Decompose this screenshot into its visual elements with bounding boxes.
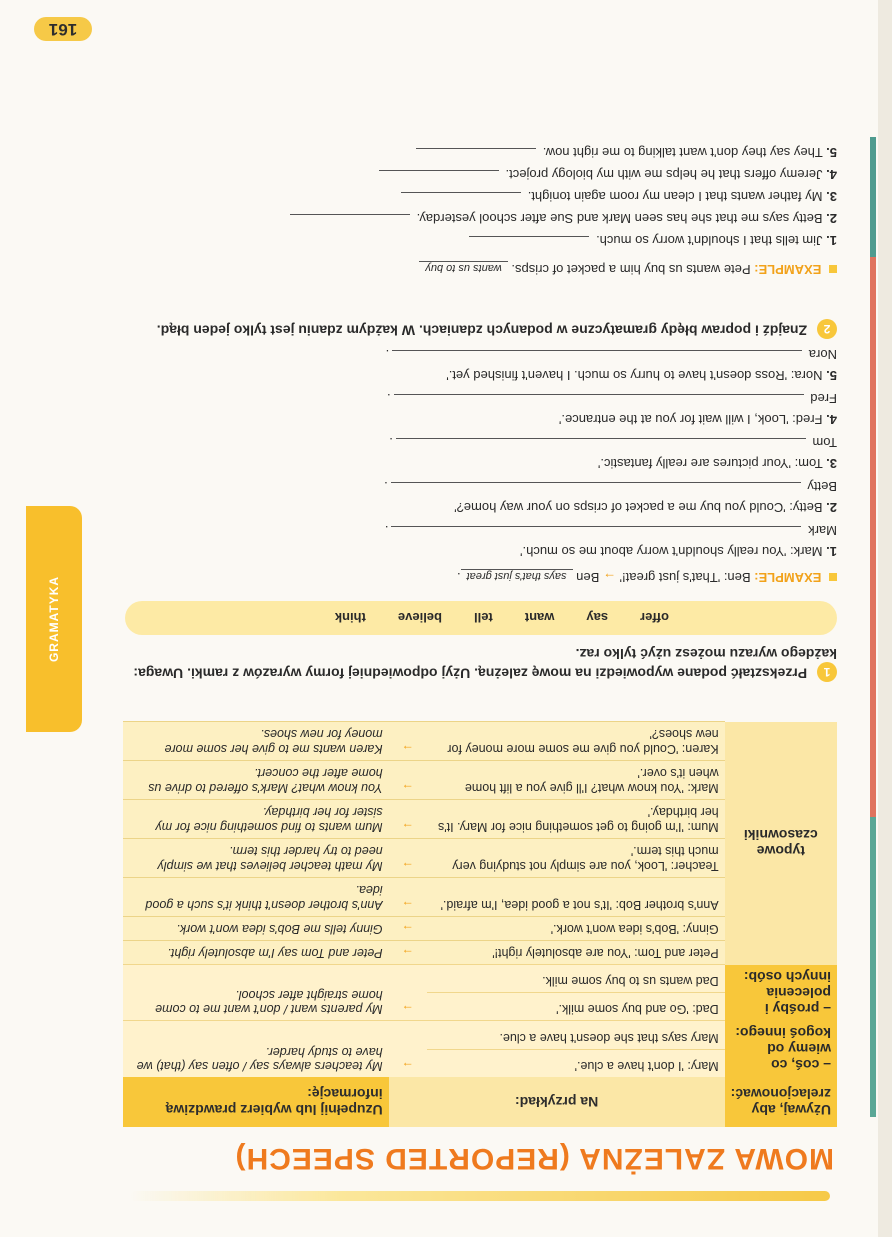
arrow-icon: → [602, 570, 616, 585]
exercise-2-title [125, 319, 837, 339]
exercise-1-answer[interactable]: Nora . [385, 347, 837, 362]
exercise-1-answer[interactable]: Mark . [384, 523, 837, 538]
page-title: MOWA ZALEŻNA (REPORTED SPEECH) [234, 1142, 834, 1175]
table-row: Mary says that she doesn't have a clue. [427, 1021, 725, 1049]
exercise-2-item[interactable]: 2. Betty says me that she has seen Mark and Sue after school yesterday. [287, 211, 837, 227]
table-row: My math teacher believes that we simply need to try harder this term. [123, 839, 389, 878]
example-source: Ben: 'That's just great!' [619, 570, 751, 585]
page-number: 161 [34, 17, 92, 41]
table-row: Dad wants us to buy some milk. [427, 965, 725, 993]
exercise-1-answer[interactable]: Betty . [384, 479, 837, 494]
edge-bar-teal [870, 137, 876, 257]
arrow-icon: → [389, 965, 427, 1021]
table-head-choose: Uzupełnij lub wybierz prawdziwą informację: [123, 1077, 389, 1127]
word-box-item: say [586, 610, 609, 626]
exercise-1-answer[interactable]: Tom . [389, 435, 837, 450]
arrow-icon: → [389, 800, 427, 839]
table-row: Ann's brother Bob: 'It's not a good idea, I'm afraid.' [427, 878, 725, 917]
category-verbs: typowe czasowniki [725, 722, 837, 965]
bullet-icon [829, 265, 837, 273]
edge-bar-red [870, 257, 876, 817]
table-head-use: Używaj, aby zrelacjonować: [725, 1077, 837, 1127]
example-name: Ben [576, 570, 600, 585]
word-box-item: want [524, 610, 555, 626]
arrow-icon: → [389, 878, 427, 917]
exercise-2-instruction: Znajdź i popraw błędy gramatyczne w podanych zdaniach. W każdym zdaniu jest tylko jeden błąd. [156, 322, 808, 339]
exercise-1-item: 3. Tom: 'Your pictures are really fantastic.' [597, 456, 837, 471]
exercise-2-item[interactable]: 1. Jim tells that I shouldn't worry so much. [466, 233, 837, 249]
arrow-icon: → [389, 941, 427, 965]
table-row: You know what? Mark's offered to drive us home after the concert. [123, 761, 389, 800]
table-row: Ginny tells me Bob's idea won't work. [123, 917, 389, 941]
edge-bar-green [870, 817, 876, 1117]
word-box-item: offer [640, 610, 669, 626]
example-label: EXAMPLE: [754, 570, 822, 585]
table-row: Mark: 'You know what? I'll give you a lift home when it's over.' [427, 761, 725, 800]
page-edge [878, 0, 892, 1237]
arrow-icon: → [389, 1021, 427, 1077]
example-label: EXAMPLE: [754, 262, 822, 277]
arrow-icon: → [389, 761, 427, 800]
word-box-item: tell [473, 610, 493, 626]
table-row: Mum wants to find something nice for my sister for her birthday. [123, 800, 389, 839]
exercise-1-item: 4. Fred: 'Look, I will wait for you at the entrance.' [558, 412, 837, 427]
example-text: Pete wants us buy him a packet of crisps. [511, 262, 751, 277]
grammar-table [123, 722, 837, 1128]
word-box-item: think [334, 610, 366, 626]
exercise-2-item[interactable]: 4. Jeremy offers that he helps me with my biology project. [376, 167, 837, 183]
exercise-1-number: 1 [817, 662, 837, 682]
table-row: Peter and Tom say I'm absolutely right. [123, 941, 389, 965]
exercise-1-example: EXAMPLE: Ben: 'That's just great!' → Ben says that's just great. [457, 570, 837, 585]
arrow-icon: → [389, 917, 427, 941]
exercise-1-answer[interactable]: Fred . [387, 391, 837, 406]
word-box-item: believe [397, 610, 442, 626]
side-tab[interactable] [26, 506, 82, 732]
exercise-2-item[interactable]: 3. My father wants that I clean my room again tonight. [398, 189, 837, 205]
table-row: Peter and Tom: 'You are absolutely right!' [427, 941, 725, 965]
arrow-icon: → [389, 722, 427, 761]
category-requests: – prośby i polecenia innych osób: [725, 965, 837, 1021]
exercise-1-item: 5. Nora: 'Ross doesn't have to hurry so much. I haven't finished yet.' [446, 368, 837, 383]
example-answer: wants us to buy [419, 261, 507, 274]
table-row: Dad: 'Go and buy some milk.' [427, 993, 725, 1021]
side-tab-label: GRAMATYKA [47, 575, 61, 663]
bullet-icon [829, 573, 837, 581]
exercise-1-item: 2. Betty: 'Could you buy me a packet of crisps on your way home?' [454, 500, 837, 515]
table-row: Karen: 'Could you give me some more money for new shoes?' [427, 722, 725, 761]
table-row: Ginny: 'Bob's idea won't work.' [427, 917, 725, 941]
table-row: Karen wants me to give her some more money for new shoes. [123, 722, 389, 761]
exercise-2-number: 2 [817, 319, 837, 339]
example-answer: says that's just great [461, 569, 573, 582]
word-box [125, 601, 837, 635]
table-row: Ann's brother doesn't think it's such a good idea. [123, 878, 389, 917]
arrow-icon: → [389, 839, 427, 878]
table-row: Teacher: 'Look, you are simply not studying very much this term.' [427, 839, 725, 878]
exercise-1-title [125, 646, 837, 682]
exercise-2-item[interactable]: 5. They say they don't want talking to me right now. [413, 145, 837, 161]
table-row: Mary: 'I don't have a clue.' [427, 1049, 725, 1077]
table-row: My teachers always say / often say (that) we have to study harder. [123, 1021, 389, 1077]
title-rule [130, 1191, 830, 1201]
table-row: Mum: 'I'm going to get something nice for Mary. It's her birthday.' [427, 800, 725, 839]
exercise-1-instruction: Przekształć podane wypowiedzi na mowę zależną. Użyj odpowiedniej formy wyrazów z ramki. Uwaga: każdego wyrazu możesz użyć tylko raz. [133, 646, 837, 682]
table-row: My parents want / don't want me to come home straight after school. [123, 965, 389, 1021]
exercise-1-item: 1. Mark: 'You really shouldn't worry about me so much.' [520, 544, 837, 559]
category-known: – coś, co wiemy od kogoś innego: [725, 1021, 837, 1077]
exercise-2-example [419, 262, 837, 277]
table-head-example: Na przykład: [389, 1077, 725, 1127]
